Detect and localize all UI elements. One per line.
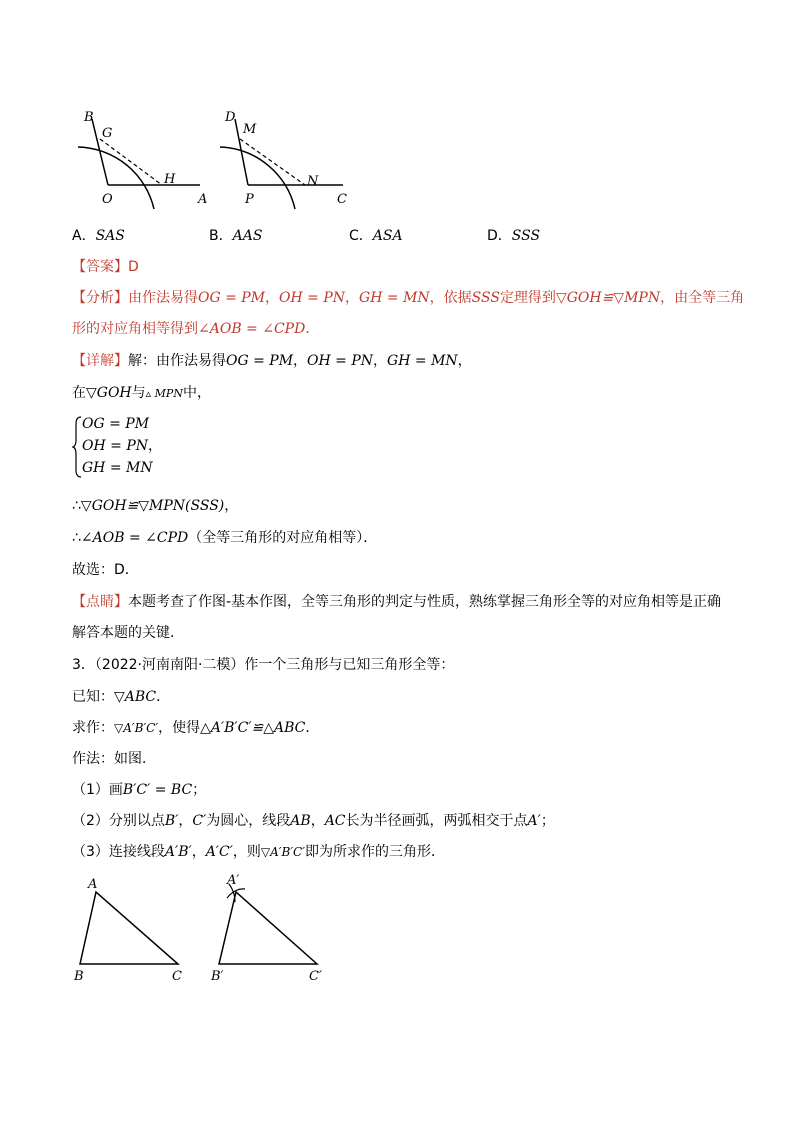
label-g: G [102, 126, 113, 141]
comment-line-1: 【点睛】本题考查了作图-基本作图，全等三角形的判定与性质，熟练掌握三角形全等的对应角相等是正确 [72, 594, 722, 610]
problem3-step1: （1）画B′C′ = BC； [72, 782, 207, 798]
label-c: C [337, 192, 347, 207]
detail-line-2: 在▽GOH与▵ MPN中， [72, 385, 211, 401]
analysis-line-2: 形的对应角相等得到∠AOB = ∠CPD． [72, 321, 320, 337]
analysis-line-1: 【分析】由作法易得OG = PM，OH = PN，GH = MN，依据SSS定理得到▽GOH≌▽MPN，由全等三角 [72, 290, 745, 306]
choose-line: 故选：D． [72, 562, 139, 578]
label-o: O [102, 192, 113, 207]
option-a[interactable]: A．SAS [72, 228, 125, 244]
label-b-tri: B [74, 969, 84, 984]
problem3-title: 3．（2022·河南南阳·二模）作一个三角形与已知三角形全等： [72, 657, 455, 673]
label-a-tri: A [88, 877, 98, 892]
detail-line-1: 【详解】解：由作法易得OG = PM，OH = PN，GH = MN， [72, 353, 472, 369]
answer-value: D [128, 259, 139, 275]
arc-gh [78, 147, 154, 209]
label-b: B [84, 110, 94, 125]
construction-figure-cpd [215, 105, 365, 215]
problem3-step2: （2）分别以点B′，C′为圆心，线段AB，AC长为半径画弧，两弧相交于点A′； [72, 813, 555, 829]
problem3-method: 作法：如图． [72, 751, 156, 767]
comment-line-2: 解答本题的关键． [72, 625, 184, 641]
problem3-find: 求作：▽A′B′C′，使得△A′B′C′≌△ABC． [72, 720, 320, 736]
option-b[interactable]: B．AAS [209, 228, 263, 244]
label-p: P [245, 192, 254, 207]
conclusion-line-1: ∴▽GOH≌▽MPN(SSS)， [72, 498, 239, 514]
answer-tag: 【答案】 [72, 259, 128, 275]
label-n: N [307, 174, 319, 189]
dashed-mn [240, 139, 305, 185]
label-h: H [164, 172, 176, 187]
problem3-known: 已知：▽ABC． [72, 689, 171, 705]
label-d: D [225, 110, 236, 125]
triangle-abc [80, 892, 178, 964]
dashed-gh [100, 139, 162, 185]
answer-line [72, 257, 139, 277]
label-m: M [243, 122, 257, 137]
label-b1: B′ [211, 969, 224, 984]
problem3-step3: （3）连接线段A′B′，A′C′，则▽A′B′C′即为所求作的三角形． [72, 844, 445, 860]
label-a: A [198, 192, 208, 207]
label-a1: A′ [227, 873, 240, 888]
conclusion-line-2: ∴∠AOB = ∠CPD（全等三角形的对应角相等）． [72, 530, 378, 546]
brace-icon [72, 416, 82, 478]
label-c1: C′ [309, 969, 322, 984]
option-d[interactable]: D．SSS [487, 228, 541, 244]
label-c-tri: C [172, 969, 182, 984]
triangle-a1b1c1 [219, 892, 317, 964]
construction-figure-aob [70, 105, 220, 215]
arc-mn [220, 147, 295, 209]
option-c[interactable]: C．ASA [349, 228, 403, 244]
triangle-a1b1c1-figure [205, 868, 335, 988]
triangle-abc-figure [68, 872, 198, 987]
